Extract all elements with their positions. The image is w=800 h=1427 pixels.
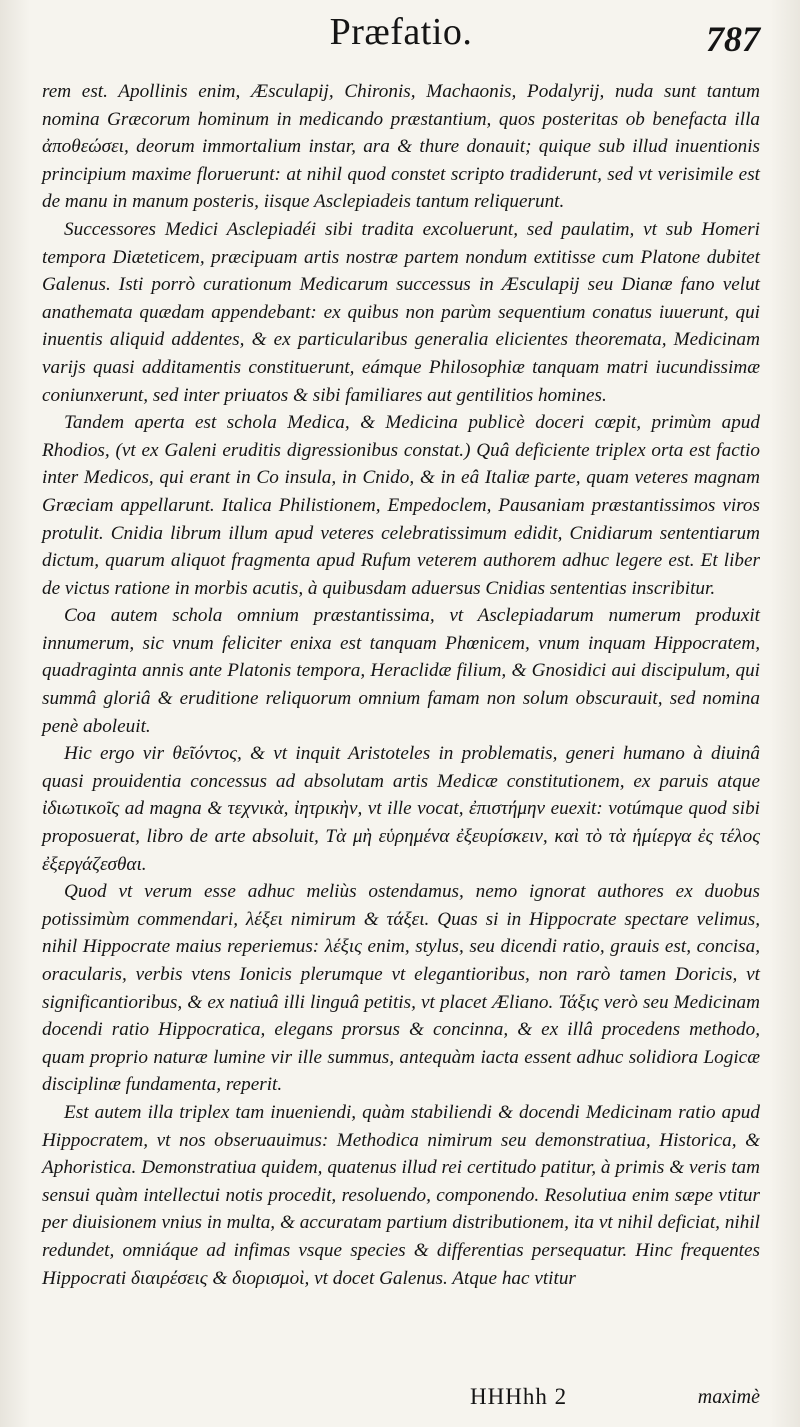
page-footer <box>42 1382 760 1416</box>
paragraph: Coa autem schola omnium præstantissima, vt Asclepiadarum numerum produxit innumerum, sic vnum feliciter enixa est tanquam Phœnicem, vnum inquam Hippocratem, quadraginta annis ante Platonis tempora, Heraclidæ filium, & Gnosidici aui discipulum, qui summâ gloriâ & eruditione reliquorum omnium famam non solum obscurauit, sed nomina penè aboleuit. <box>42 605 760 737</box>
running-title: Præfatio. <box>329 11 473 53</box>
signature-mark: HHHhh 2 <box>470 1384 568 1409</box>
paragraph: Successores Medici Asclepiadéi sibi tradita excoluerunt, sed paulatim, vt sub Homeri tempora Diæteticem, præcipuam artis nostræ partem nondum extitisse cum Platone dubitet Galenus. Isti porrò curationum Medicarum successus in Æsculapij seu Dianæ fano velut anathemata quædam appendebant: ex quibus non parùm sequentium conatus iuuerunt, qui inuentis aliquid addentes, & ex particularibus generalia elicientes theoremata, Medicinam varijs quasi additamentis constituerunt, eámque Philosophiæ tanquam matri iucundissimæ coniunxerunt, sed inter priuatos & sibi familiares aut gentilitios homines. <box>42 218 760 406</box>
paragraph: rem est. Apollinis enim, Æsculapij, Chironis, Machaonis, Podalyrij, nuda sunt tantum nomina Græcorum hominum in medicando præstantium, quos posteritas ob benefacta illa ἀποθεώσει, deorum immortalium instar, ara & thure donauit; quique sub illud inuentionis principium maxime floruerunt: at nihil quod constet scripto tradiderunt, sed vt verisimile est de manu in manum posteris, iisque Asclepiadeis tantum reliquerunt. <box>42 81 760 213</box>
text-body <box>42 78 760 1292</box>
catchword: maximè <box>697 1386 760 1408</box>
paragraph: Quod vt verum esse adhuc meliùs ostendamus, nemo ignorat authores ex duobus potissimùm commendari, λέξει nimirum & τάξει. Quas si in Hippocrate spectare velimus, nihil Hippocrate maius reperiemus: λέξις enim, stylus, seu dicendi ratio, grauis est, concisa, oracularis, verbis vtens Ionicis plerumque vt elegantioribus, non rarò tamen Doricis, vt significantioribus, & ex natiuâ illi linguâ petitis, vt placet Æliano. Τάξις verò seu Medicinam docendi ratio Hippocratica, elegans prorsus & concinna, & ex illâ procedens methodo, quam proprio naturæ lumine vir ille summus, antequàm iacta essent adhuc solidiora Logicæ disciplinæ fundamenta, reperit. <box>42 881 760 1096</box>
paragraph: Tandem aperta est schola Medica, & Medicina publicè doceri cœpit, primùm apud Rhodios, (vt ex Galeni eruditis digressionibus constat.) Quâ deficiente triplex orta est factio inter Medicos, qui erant in Co insula, in Cnido, & in eâ Italiæ parte, quam veteres magnam Græciam appellarunt. Italica Philistionem, Empedoclem, Pausaniam præstantissimos viros protulit. Cnidia librum illum apud veteres celebratissimum edidit, Cnidiarum sententiarum dictum, quarum aliquot fragmenta apud Rufum veterem authorem adhuc legere est. Et liber de victus ratione in morbis acutis, à quibusdam aduersus Cnidias sententias inscribitur. <box>42 412 760 599</box>
page-number: 787 <box>706 19 760 59</box>
paragraph: Est autem illa triplex tam inueniendi, quàm stabiliendi & docendi Medicinam ratio apud Hippocratem, vt nos obseruauimus: Methodica nimirum seu demonstratiua, Historica, & Aphoristica. Demonstratiua quidem, quatenus illud rei certitudo patitur, à primis & veris tam sensui quàm intellectui notis procedit, resoluendo, componendo. Resolutiua enim sæpe vtitur per diuisionem vnius in multa, & accuratam partium distributionem, ita vt nihil deficiat, nihil redundet, omniáque ad infimas vsque species & differentias persequatur. Hinc frequentes Hippocrati διαιρέσεις & διορισμοὶ, vt docet Galenus. Atque hac vtitur <box>42 1101 760 1289</box>
page-header <box>42 8 760 70</box>
paragraph: Hic ergo vir θεῖόντος, & vt inquit Aristoteles in problematis, generi humano à diuinâ quasi prouidentia concessus ad absolutam artis Medicæ constitutionem, ex paruis atque ἰδιωτικοῖς ad magna & τεχνικὰ, ἰητρικὴν, vt ille vocat, ἐπιστήμην euexit: votúmque quod sibi proposuerat, libro de arte absoluit, Τὰ μὴ εὑρημένα ἐξευρίσκειν, καὶ τὸ τὰ ἡμίεργα ἐς τέλος ἐξεργάζεσθαι. <box>42 743 760 875</box>
